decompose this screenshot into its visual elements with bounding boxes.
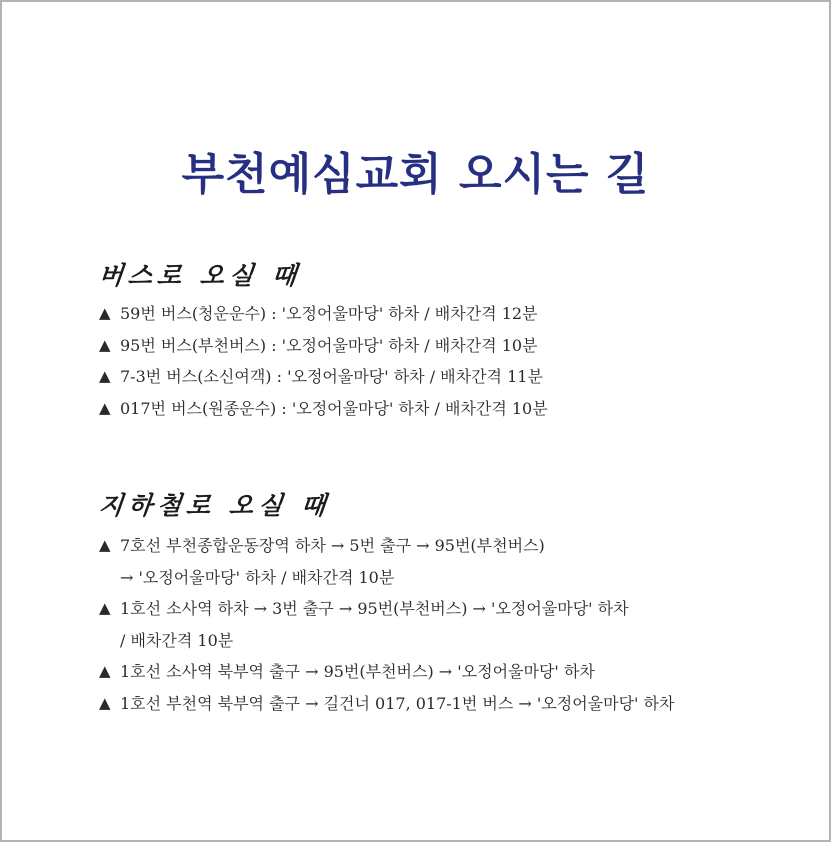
list-item (99, 593, 674, 656)
triangle-bullet-icon: ▲ (99, 398, 111, 417)
subway-route-continuation: / 배차간격 10분 (120, 630, 234, 650)
bus-route-text: 7-3번 버스(소신여객) : '오정어울마당' 하차 / 배차간격 11분 (120, 367, 543, 386)
triangle-bullet-icon: ▲ (99, 599, 111, 617)
subway-directions-list (99, 530, 674, 719)
bus-section-heading: 버스로 오실 때 (97, 261, 303, 290)
list-item (99, 361, 548, 393)
triangle-bullet-icon: ▲ (99, 367, 111, 385)
triangle-bullet-icon: ▲ (99, 536, 111, 554)
subway-route-text: 1호선 부천역 북부역 출구 → 길건너 017, 017-1번 버스 → '오정어울마당' 하차 (120, 693, 675, 713)
subway-route-text: 7호선 부천종합운동장역 하차 → 5번 출구 → 95번(부천버스) (120, 536, 545, 555)
list-item (99, 330, 548, 362)
bus-directions-list (99, 298, 548, 424)
triangle-bullet-icon: ▲ (99, 304, 111, 322)
subway-route-text: 1호선 소사역 북부역 출구 → 95번(부천버스) → '오정어울마당' 하차 (120, 662, 595, 681)
list-item (99, 688, 674, 720)
subway-section-heading: 지하철로 오실 때 (97, 491, 332, 520)
subway-route-continuation: → '오정어울마당' 하차 / 배차간격 10분 (120, 567, 395, 587)
list-item (99, 298, 548, 330)
bus-route-text: 017번 버스(원종운수) : '오정어울마당' 하차 / 배차간격 10분 (120, 398, 548, 418)
bus-route-text: 95번 버스(부천버스) : '오정어울마당' 하차 / 배차간격 10분 (120, 335, 538, 355)
triangle-bullet-icon: ▲ (99, 335, 111, 354)
bus-route-text: 59번 버스(청운운수) : '오정어울마당' 하차 / 배차간격 12분 (120, 304, 538, 323)
list-item (99, 530, 674, 593)
page-title: 부천예심교회 오시는 길 (181, 149, 650, 200)
subway-route-text: 1호선 소사역 하차 → 3번 출구 → 95번(부천버스) → '오정어울마당' 하차 (120, 599, 629, 618)
list-item (99, 656, 674, 688)
triangle-bullet-icon: ▲ (99, 662, 111, 680)
triangle-bullet-icon: ▲ (99, 693, 111, 712)
list-item (99, 393, 548, 425)
